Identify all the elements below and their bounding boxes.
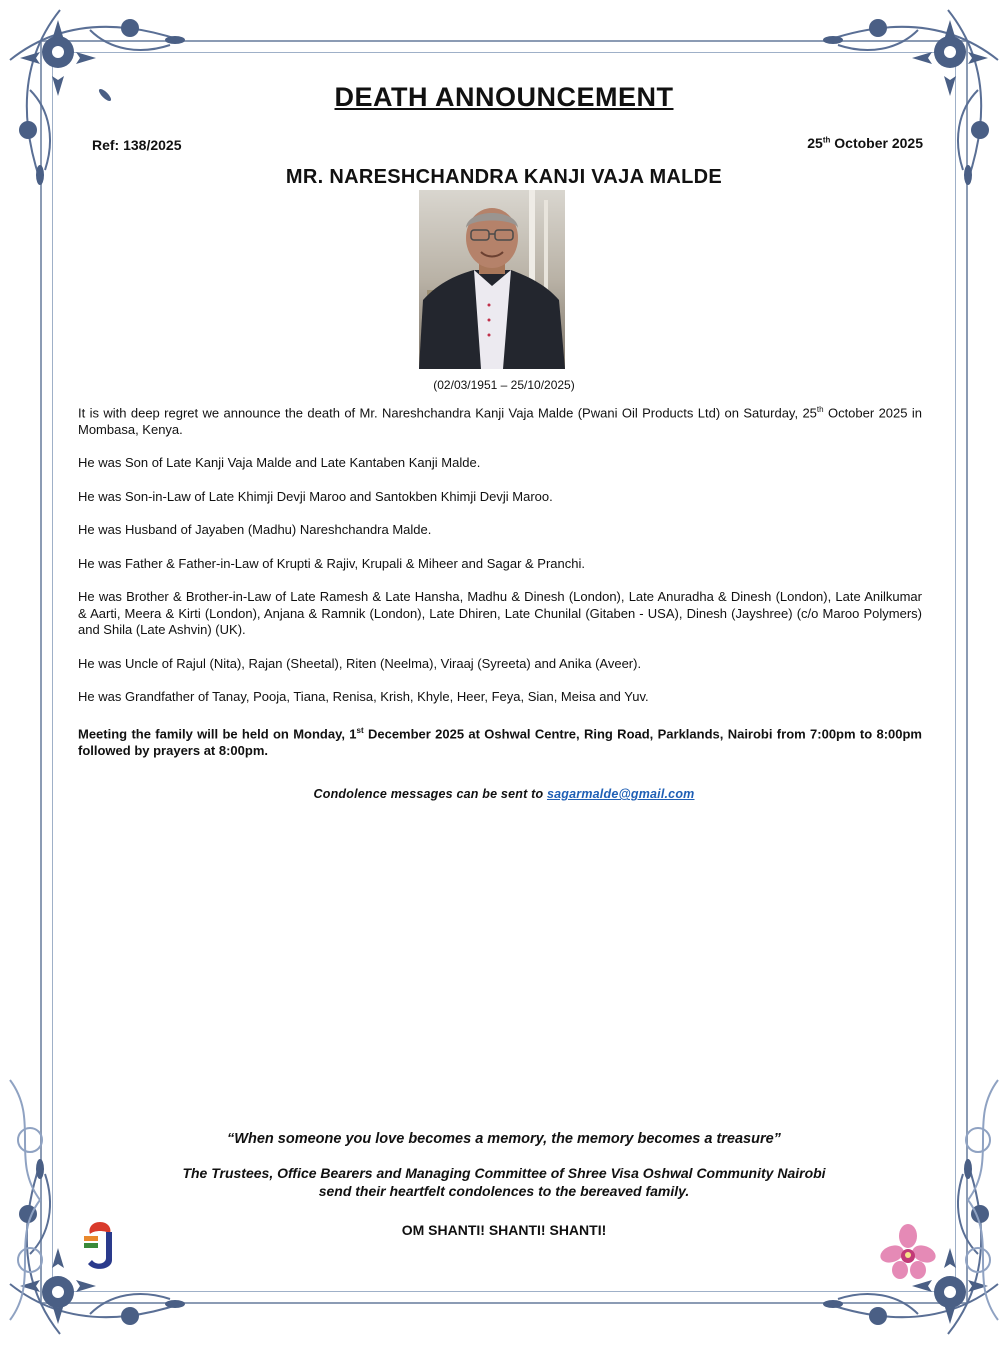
memorial-quote: “When someone you love becomes a memory, the memory becomes a treasure” <box>227 1131 781 1147</box>
brother-paragraph: He was Brother & Brother-in-Law of Late Ramesh & Late Hansha, Madhu & Dinesh (London), Late Anuradha & Dinesh (London), Late Anilkumar & Aarti, Meera & Kirti (London), Anjana & Ramnik (London), Late Dhiren, Late Chunilal (Gitaben - USA), Dinesh (Jayshree) (c/o Maroo Polymers) and Shila (Late Ashvin) (UK). <box>78 589 922 638</box>
trustees-line-2: send their heartfelt condolences to the bereaved family. <box>318 1183 690 1199</box>
meeting-paragraph: Meeting the family will be held on Monday, 1st December 2025 at Oshwal Centre, Ring Road, Parklands, Nairobi from 7:00pm to 8:00pm followed by prayers at 8:00pm. <box>78 725 922 758</box>
corner-ornament-top-right <box>748 0 1008 260</box>
uncle-paragraph: He was Uncle of Rajul (Nita), Rajan (Sheetal), Riten (Neelma), Viraaj (Syreeta) and Anika (Aveer). <box>78 655 642 671</box>
om-shanti: OM SHANTI! SHANTI! SHANTI! <box>401 1222 607 1238</box>
trustees-line-1: The Trustees, Office Bearers and Managing Committee of Shree Visa Oshwal Community Nairobi <box>182 1165 826 1181</box>
grandfather-paragraph: He was Grandfather of Tanay, Pooja, Tiana, Renisa, Krish, Khyle, Heer, Feya, Sian, Meisa and Yuv. <box>78 689 649 705</box>
life-dates: (02/03/1951 – 25/10/2025) <box>433 378 575 392</box>
orchid-flower-icon <box>880 1224 936 1280</box>
announcement-body <box>78 402 922 776</box>
intro-paragraph: It is with deep regret we announce the death of Mr. Nareshchandra Kanji Vaja Malde (Pwani Oil Products Ltd) on Saturday, 25th October 2025 in Mombasa, Kenya. <box>78 405 922 437</box>
son-in-law-paragraph: He was Son-in-Law of Late Khimji Devji Maroo and Santokben Khimji Devji Maroo. <box>78 488 553 504</box>
husband-paragraph: He was Husband of Jayaben (Madhu) Nareshchandra Malde. <box>78 522 432 538</box>
page-title: DEATH ANNOUNCEMENT <box>334 82 674 112</box>
father-paragraph: He was Father & Father-in-Law of Krupti & Rajiv, Krupali & Miheer and Sagar & Pranchi. <box>78 555 585 571</box>
trustees-message <box>0 1164 1008 1200</box>
corner-ornament-top-left <box>0 0 260 260</box>
deceased-name: MR. NARESHCHANDRA KANJI VAJA MALDE <box>285 166 723 188</box>
son-paragraph: He was Son of Late Kanji Vaja Malde and Late Kantaben Kanji Malde. <box>78 455 481 471</box>
side-flourish-left <box>0 1060 60 1360</box>
announcement-date: 25th October 2025 <box>807 135 923 151</box>
deceased-photo <box>419 190 565 369</box>
condolence-line: Condolence messages can be sent to sagarmalde@gmail.com <box>313 787 695 801</box>
condolence-email-link[interactable]: sagarmalde@gmail.com <box>546 787 695 801</box>
side-flourish-right <box>948 1060 1008 1360</box>
community-logo-icon <box>80 1218 120 1274</box>
reference-number: Ref: 138/2025 <box>92 137 182 153</box>
